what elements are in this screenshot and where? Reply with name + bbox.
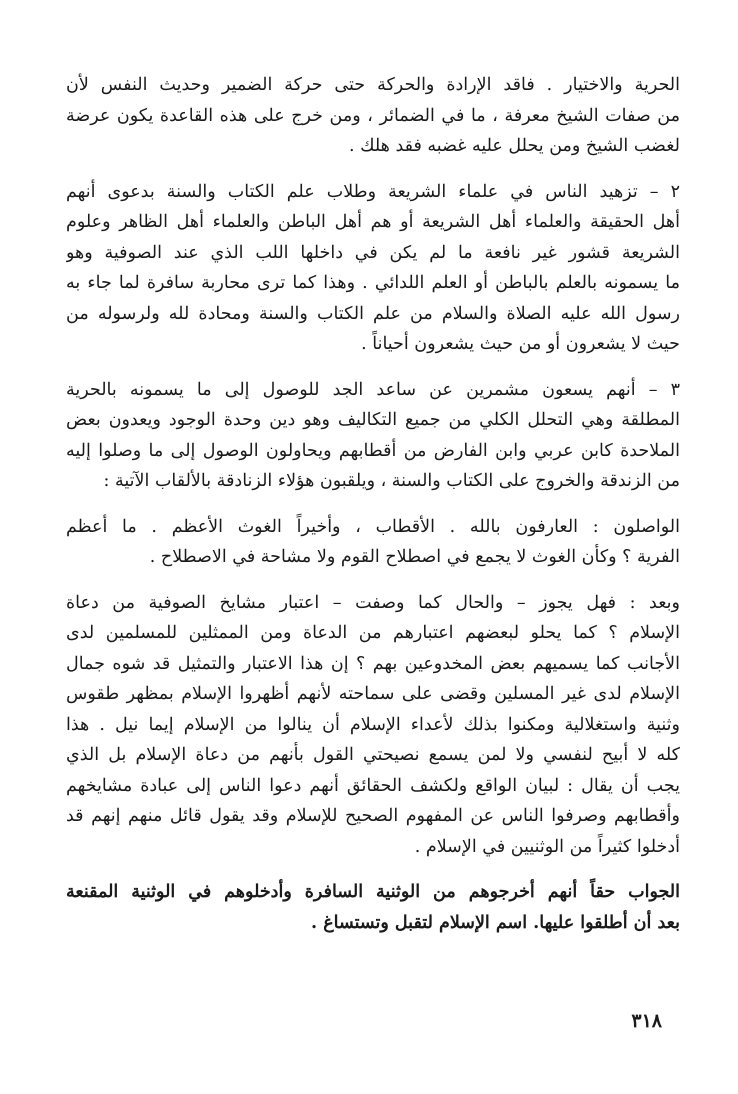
- text-line: الملاحدة كابن عربي وابن الفارض من أقطابهم ويحاولون الوصول إلى ما وصلوا إليه: [66, 440, 680, 461]
- text-line: من صفات الشيخ معرفة ، ما في الضمائر ، ومن خرج على هذه القاعدة يكون عرضة: [66, 105, 680, 126]
- text-line: الحرية والاختيار . فاقد الإرادة والحركة حتى حركة الضمير وحديث النفس لأن: [66, 75, 680, 95]
- page-number: ٣١٨: [631, 1010, 662, 1032]
- text-line: وبعد : فهل يجوز – والحال كما وصفت – اعتبار مشايخ الصوفية من دعاة: [66, 592, 680, 613]
- paragraph-gap: [66, 573, 680, 588]
- text-line: الإسلام لدى غير المسلين وقضى على سماحته لأنهم أظهروا الإسلام بمظهر طقوس: [66, 684, 680, 704]
- text-line: رسول الله عليه الصلاة والسلام من علم الكتاب والسنة ومحادة لله ولرسوله من: [66, 303, 680, 324]
- text-line: الشريعة قشور غير نافعة ما لم يكن في داخلها اللب الذي عند الصوفية وهو: [66, 242, 680, 263]
- text-line: الإسلام ؟ كما يحلو لبعضهم اعتبارهم من الدعاة ومن الممثلين للمسلمين لدى: [66, 623, 680, 643]
- text-line: ما يسمونه بالعلم بالباطن أو العلم اللدائي . وهذا كما ترى محاربة سافرة لما جاء به: [66, 273, 680, 293]
- paragraph-question: [66, 588, 680, 863]
- text-line: بعد أن أطلقوا عليها. اسم الإسلام لتقبل وتستساغ .: [311, 912, 680, 933]
- paragraph-point-3: [66, 375, 680, 497]
- text-line: أدخلوا كثيراً من الوثنيين في الإسلام .: [414, 836, 680, 857]
- text-line: أهل الحقيقة والعلماء أهل الشريعة أو هم أهل الباطن والعلماء أهل الظاهر وعلوم: [66, 212, 680, 232]
- paragraph-titles: [66, 512, 680, 573]
- book-page-body: [66, 70, 680, 938]
- text-line: يجب أن يقال : لبيان الواقع ولكشف الحقائق أنهم دعوا الناس إلى عبادة مشايخهم: [66, 775, 680, 796]
- text-line: الأجانب كما يسميهم بعض المخدوعين بهم ؟ إن هذا الاعتبار والتمثيل قد شوه جمال: [66, 653, 680, 674]
- paragraph-point-2: [66, 177, 680, 360]
- text-line: وثنية واستغلالية ومكنوا بذلك لأعداء الإسلام أن ينالوا من الإسلام إيما نيل . هذا: [66, 714, 680, 735]
- paragraph-gap: [66, 162, 680, 177]
- paragraph-shaykh-authority: [66, 70, 680, 162]
- text-line: ٢ – تزهيد الناس في علماء الشريعة وطلاب علم الكتاب والسنة بدعوى أنهم: [66, 181, 680, 202]
- text-line: وأقطابهم وصرفوا الناس عن المفهوم الصحيح للإسلام وقد يقول قائل منهم إنهم قد: [66, 806, 680, 826]
- text-line: المطلقة وهي التحلل الكلي من جميع التكاليف وهو دين وحدة الوجود ويعدون بعض: [66, 410, 680, 430]
- text-line: الواصلون : العارفون بالله . الأقطاب ، وأخيراً الغوث الأعظم . ما أعظم: [66, 516, 680, 537]
- text-line: كله لا أبيح لنفسي ولا لمن يسمع نصيحتي القول بأنهم من دعاة الإسلام بل الذي: [66, 745, 680, 765]
- paragraph-gap: [66, 497, 680, 512]
- text-line: الفرية ؟ وكأن الغوث لا يجمع في اصطلاح القوم ولا مشاحة في الاصطلاح .: [149, 547, 680, 567]
- text-line: الجواب حقاً أنهم أخرجوهم من الوثنية السافرة وأدخلوهم في الوثنية المقنعة: [66, 882, 680, 902]
- paragraph-answer: [66, 877, 680, 938]
- text-line: من الزندقة والخروج على الكتاب والسنة ، ويلقبون هؤلاء الزنادقة بالألقاب الآتية :: [103, 471, 680, 491]
- text-line: حيث لا يشعرون أو من حيث يشعرون أحياناً .: [361, 334, 680, 354]
- paragraph-gap: [66, 360, 680, 375]
- paragraph-gap: [66, 862, 680, 877]
- text-line: ٣ – أنهم يسعون مشمرين عن ساعد الجد للوصول إلى ما يسمونه بالحرية: [66, 379, 680, 400]
- text-line: لغضب الشيخ ومن يحلل عليه غضبه فقد هلك .: [348, 136, 680, 156]
